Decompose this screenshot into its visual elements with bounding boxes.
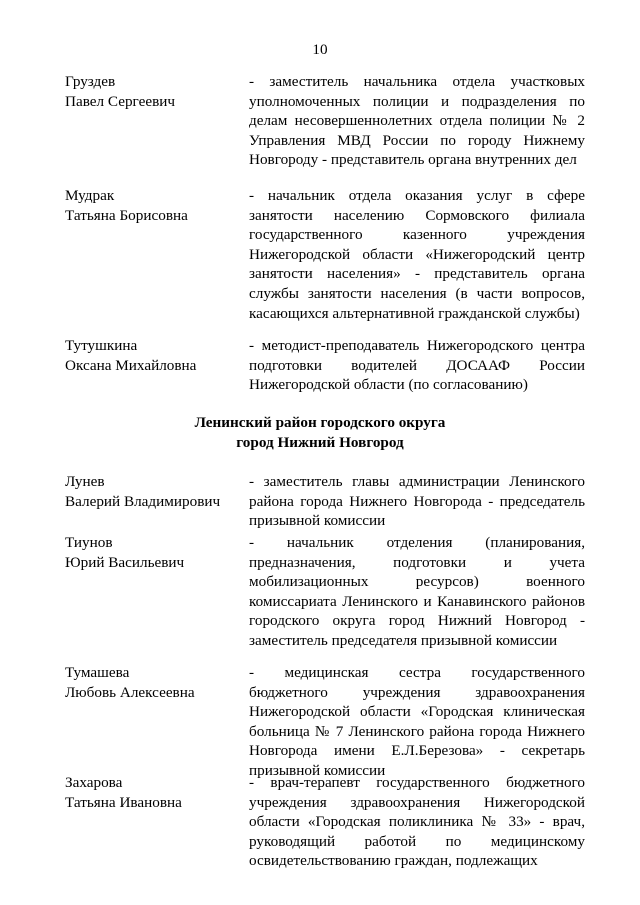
member-surname: Тиунов [65,534,113,551]
member-name [65,773,235,812]
member-role: - медицинская сестра государственного бюджетного учреждения здравоохранения Нижегородской области «Городская клиническая больница № 7 Ленинского района города Нижнего Новгорода имени Е.Л.Березова» - секретарь призывной комиссии [249,664,585,779]
member-given-names: Юрий Васильевич [65,553,185,571]
member-given-names: Татьяна Борисовна [65,206,188,224]
member-role: - врач-терапевт государственного бюджетного учреждения здравоохранения Нижегородской области «Городская поликлиника № 33» - врач, руководящий работой по медицинскому освидетельствованию граждан, подлежащих [249,774,585,870]
member-surname: Груздев [65,73,116,90]
member-name [65,663,235,702]
section-heading [0,413,640,452]
member-name [65,336,235,375]
section-heading-line: Ленинский район городского округа [194,414,446,431]
member-role: - начальник отделения (планирования, предназначения, подготовки и учета мобилизационных ресурсов) военного комиссариата Ленинского и Канавинского районов городского округа город Нижний Новгород - заместитель председателя призывной комиссии [249,534,585,649]
member-role: - методист-преподаватель Нижегородского центра подготовки водителей ДОСААФ России Нижегородской области (по согласованию) [249,337,585,394]
page-number: 10 [312,41,328,58]
member-surname: Тумашева [65,664,130,681]
member-surname: Мудрак [65,187,115,204]
member-surname: Лунев [65,473,105,490]
member-name [65,472,235,511]
member-name [65,72,235,111]
member-role: - начальник отдела оказания услуг в сфере занятости населению Сормовского филиала государственного казенного учреждения Нижегородской области «Нижегородский центр занятости населения» - представитель органа службы занятости населения (в части вопросов, касающихся альтернативной гражданской службы) [249,187,585,322]
member-surname: Захарова [65,774,123,791]
section-heading-line: город Нижний Новгород [236,433,404,451]
member-name [65,533,235,572]
member-given-names: Оксана Михайловна [65,356,197,374]
member-role: - заместитель главы администрации Ленинского района города Нижнего Новгорода - председатель призывной комиссии [249,473,585,530]
member-given-names: Валерий Владимирович [65,492,221,510]
member-role: - заместитель начальника отдела участковых уполномоченных полиции и подразделения по делам несовершеннолетних отдела полиции № 2 Управления МВД России по городу Нижнему Новгороду - представитель органа внутренних дел [249,73,585,169]
member-given-names: Павел Сергеевич [65,92,176,110]
member-name [65,186,235,225]
member-given-names: Татьяна Ивановна [65,793,182,811]
member-given-names: Любовь Алексеевна [65,683,195,701]
member-surname: Тутушкина [65,337,138,354]
